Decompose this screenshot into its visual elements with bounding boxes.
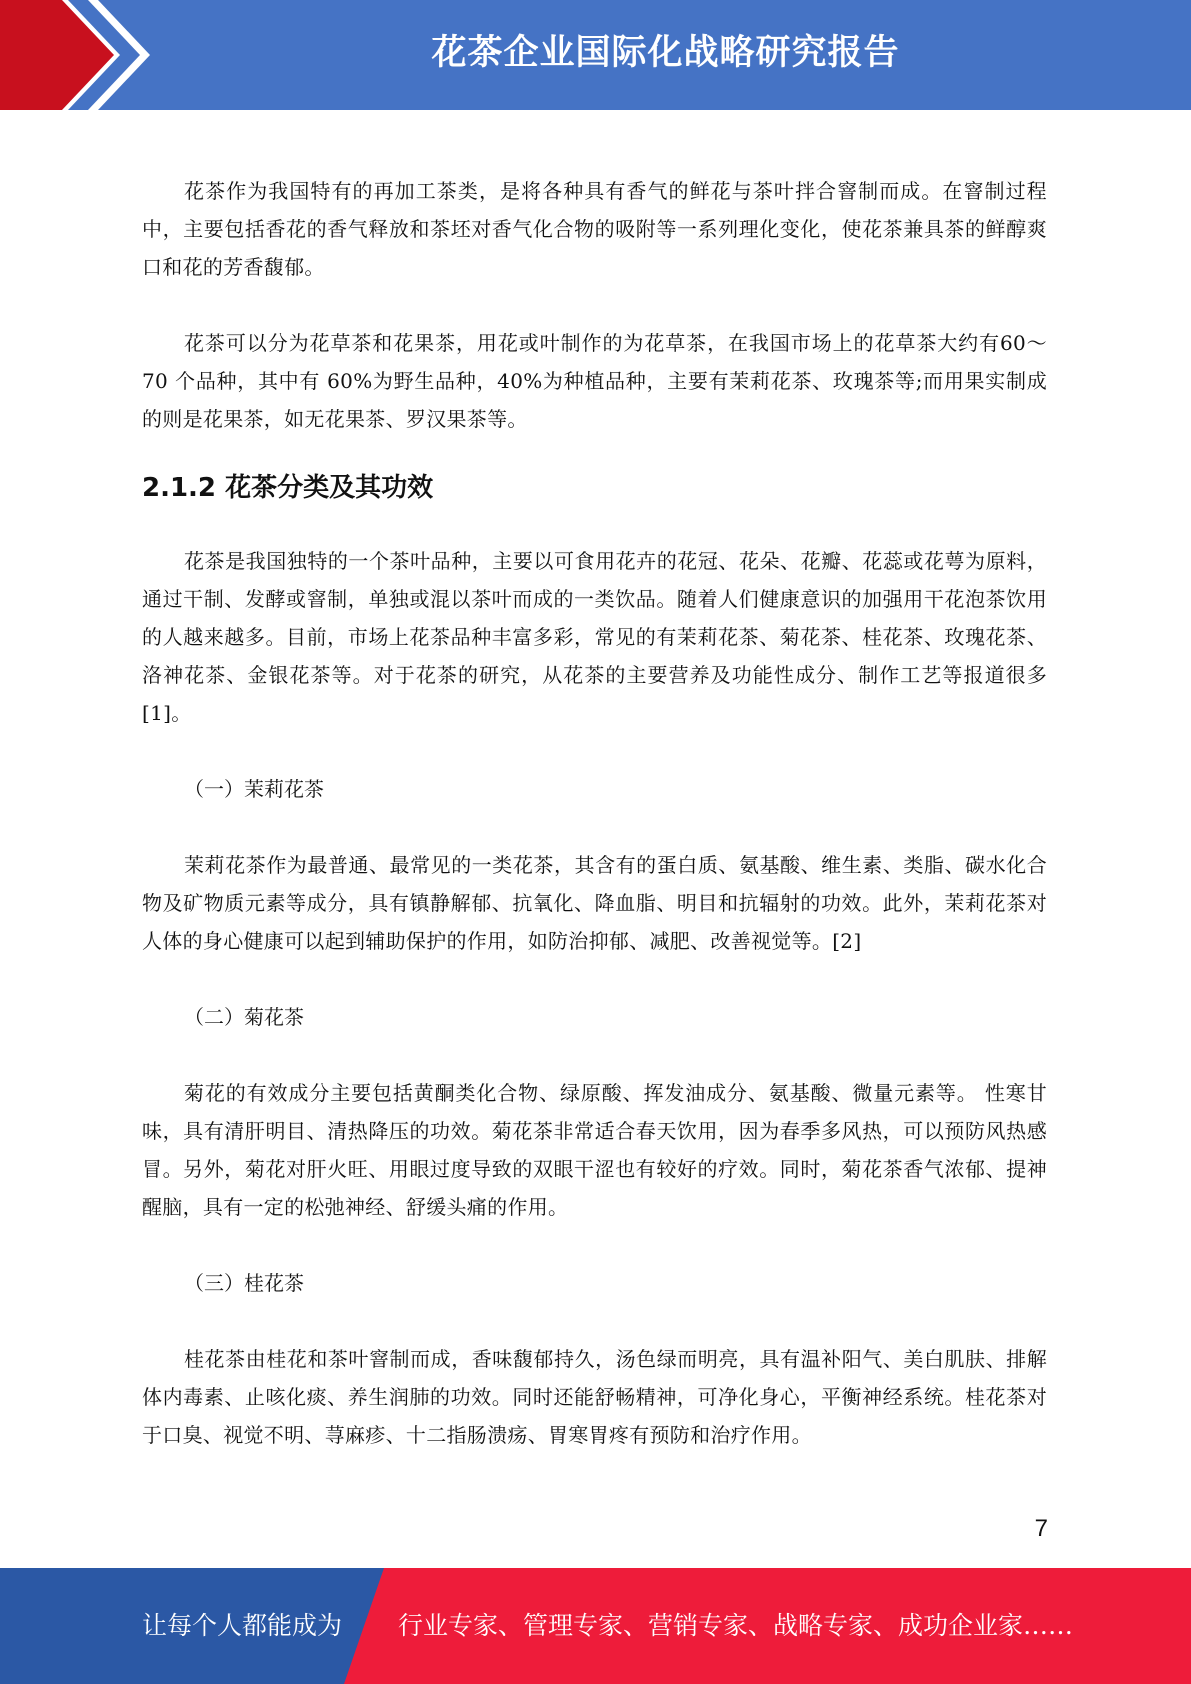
page-number: 7 [1034,1515,1048,1542]
paragraph-overview: 花茶是我国独特的一个茶叶品种，主要以可食用花卉的花冠、花朵、花瓣、花蕊或花萼为原料，通过干制、发酵或窨制，单独或混以茶叶而成的一类饮品。随着人们健康意识的加强用干花泡茶饮用的人越来越多。目前，市场上花茶品种丰富多彩，常见的有茉莉花茶、菊花茶、桂花茶、玫瑰花茶、洛神花茶、金银花茶等。对于花茶的研究，从花茶的主要营养及功能性成分、制作工艺等报道很多[1]。 [142,549,1047,725]
paragraph-classification: 花茶可以分为花草茶和花果茶，用花或叶制作的为花草茶，在我国市场上的花草茶大约有60～70 个品种，其中有 60%为野生品种，40%为种植品种，主要有茉莉花茶、玫瑰茶等;而用果实制成的则是花果茶，如无花果茶、罗汉果茶等。 [142,331,1047,431]
paragraph-spacer [142,286,1047,324]
paragraph-spacer [142,1226,1047,1264]
report-title: 花茶企业国际化战略研究报告 [431,33,900,73]
section-spacer [142,508,1047,542]
page-footer-band [0,1568,1191,1684]
paragraph-spacer [142,732,1047,770]
page-header-band [0,0,1191,110]
footer-slogan-right: 行业专家、管理专家、营销专家、战略专家、成功企业家…… [398,1611,1074,1640]
paragraph-spacer [142,960,1047,998]
subheading-jasmine: （一）茉莉花茶 [184,777,324,801]
subheading-chrysanthemum: （二）菊花茶 [184,1005,304,1029]
section-spacer [142,438,1047,468]
document-body [142,172,1047,1454]
paragraph-jasmine: 茉莉花茶作为最普通、最常见的一类花茶，其含有的蛋白质、氨基酸、维生素、类脂、碳水化合物及矿物质元素等成分，具有镇静解郁、抗氧化、降血脂、明目和抗辐射的功效。此外，茉莉花茶对人体的身心健康可以起到辅助保护的作用，如防治抑郁、减肥、改善视觉等。[2] [142,853,1047,953]
paragraph-spacer [142,808,1047,846]
paragraph-osmanthus: 桂花茶由桂花和茶叶窨制而成，香味馥郁持久，汤色绿而明亮，具有温补阳气、美白肌肤、排解体内毒素、止咳化痰、养生润肺的功效。同时还能舒畅精神，可净化身心，平衡神经系统。桂花茶对于口臭、视觉不明、荨麻疹、十二指肠溃疡、胃寒胃疼有预防和治疗作用。 [142,1347,1047,1447]
paragraph-spacer [142,1302,1047,1340]
section-heading: 2.1.2 花茶分类及其功效 [142,473,434,503]
paragraph-chrysanthemum: 菊花的有效成分主要包括黄酮类化合物、绿原酸、挥发油成分、氨基酸、微量元素等。 性寒甘味，具有清肝明目、清热降压的功效。菊花茶非常适合春天饮用，因为春季多风热，可以预防风热感冒。另外，菊花对肝火旺、用眼过度导致的双眼干涩也有较好的疗效。同时，菊花茶香气浓郁、提神醒脑，具有一定的松弛神经、舒缓头痛的作用。 [142,1081,1047,1219]
header-chevron-decoration [0,0,160,110]
paragraph-spacer [142,1036,1047,1074]
subheading-osmanthus: （三）桂花茶 [184,1271,304,1295]
paragraph-intro: 花茶作为我国特有的再加工茶类，是将各种具有香气的鲜花与茶叶拌合窨制而成。在窨制过程中，主要包括香花的香气释放和茶坯对香气化合物的吸附等一系列理化变化，使花茶兼具茶的鲜醇爽口和花的芳香馥郁。 [142,179,1047,279]
footer-slogan-left: 让每个人都能成为 [142,1611,343,1640]
